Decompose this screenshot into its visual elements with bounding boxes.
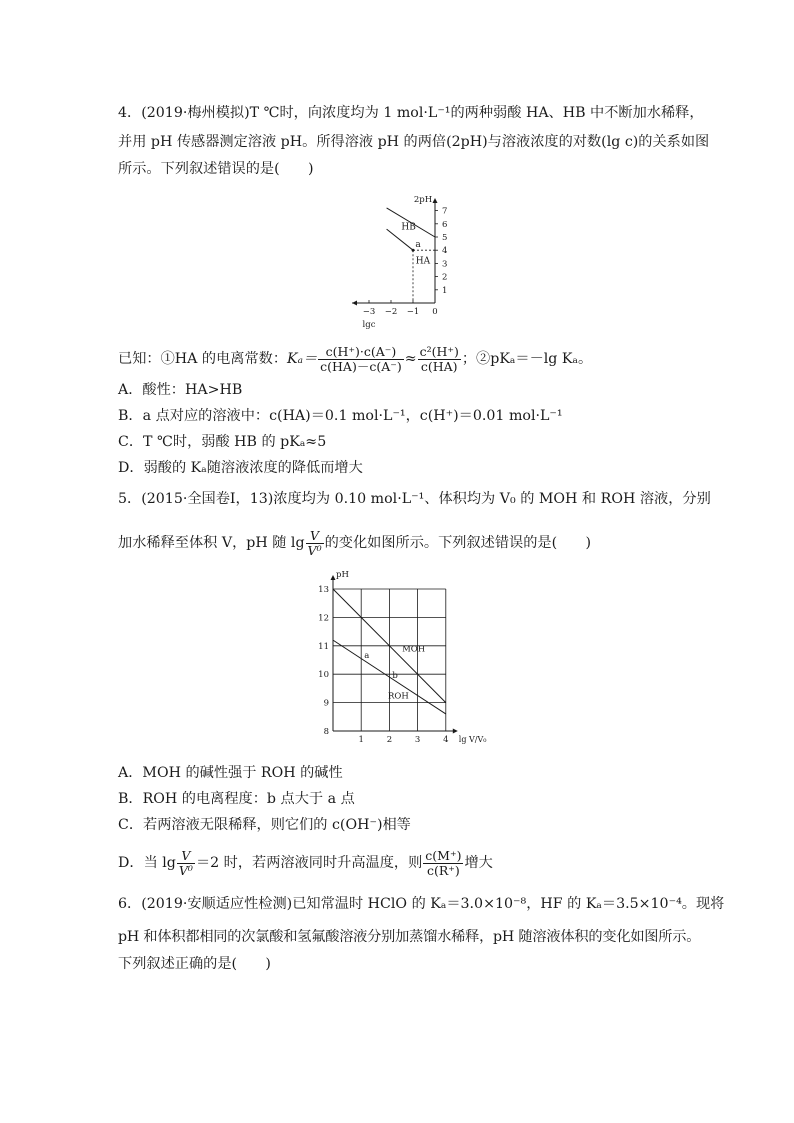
series-label-hb: HB bbox=[401, 222, 416, 233]
q5-option-a: A．MOH 的碱性强于 ROH 的碱性 bbox=[118, 765, 343, 781]
x-tick-label: 1 bbox=[358, 735, 364, 745]
q5-line2-prefix: 加水稀释至体积 V，pH 随 lg bbox=[118, 535, 305, 551]
x-tick-label: 2 bbox=[386, 735, 393, 745]
y-tick-label: 8 bbox=[323, 727, 329, 737]
y-tick-label: 13 bbox=[318, 585, 329, 595]
point-a-label: a bbox=[364, 651, 370, 662]
approx-sign: ≈ bbox=[404, 351, 417, 367]
y-tick-label: 4 bbox=[442, 246, 448, 257]
y-tick-label: 3 bbox=[442, 259, 448, 270]
y-tick-label: 7 bbox=[442, 206, 448, 217]
y-tick-label: 1 bbox=[442, 285, 448, 296]
y-tick-label: 2 bbox=[442, 272, 448, 283]
optd-suffix: 增大 bbox=[464, 855, 493, 871]
ka-fraction-2 bbox=[418, 345, 461, 374]
frac-numerator: c(M⁺) bbox=[425, 847, 462, 863]
x-tick-label: 4 bbox=[443, 735, 449, 745]
q6-line-3: 下列叙述正确的是( ) bbox=[118, 956, 271, 972]
y-axis-label: 2pH bbox=[413, 195, 433, 205]
point-a-label: a bbox=[415, 240, 421, 251]
q5-line-1: 5．(2015·全国卷Ⅰ，13)浓度均为 0.10 mol·L⁻¹、体积均为 V₀ 的 MOH 和 ROH 溶液，分别 bbox=[118, 491, 711, 507]
optd-middle: ＝2 时，若两溶液同时升高温度，则 bbox=[195, 855, 423, 871]
q4-option-c: C．T ℃时，弱酸 HB 的 pKₐ≈5 bbox=[118, 434, 327, 450]
x-axis-label: lgc bbox=[362, 320, 376, 330]
x-axis-label: lg V/V₀ bbox=[458, 735, 487, 744]
frac-denominator: c(HA)－c(A⁻) bbox=[320, 358, 402, 374]
frac-numerator: c²(H⁺) bbox=[419, 343, 459, 359]
m-over-r-fraction bbox=[423, 849, 463, 878]
frac-denominator: V⁰ bbox=[178, 862, 193, 878]
q4-option-b: B．a 点对应的溶液中：c(HA)＝0.1 mol·L⁻¹，c(H⁺)＝0.01 mol·L⁻¹ bbox=[118, 408, 563, 424]
q6-line-1: 6．(2019·安顺适应性检测)已知常温时 HClO 的 Kₐ＝3.0×10⁻⁸，HF 的 Kₐ＝3.5×10⁻⁴。现将 bbox=[118, 896, 725, 912]
y-axis-arrow bbox=[331, 575, 336, 580]
y-tick-label: 12 bbox=[318, 613, 329, 624]
x-axis-arrow bbox=[453, 729, 458, 734]
frac-numerator: V bbox=[177, 849, 195, 864]
v-over-v0-fraction bbox=[177, 849, 195, 878]
q4-line-1: 4．(2019·梅州模拟)T ℃时，向浓度均为 1 mol·L⁻¹的两种弱酸 HA、HB 中不断加水稀释， bbox=[118, 105, 704, 121]
q4-line-2: 并用 pH 传感器测定溶液 pH。所得溶液 pH 的两倍(2pH)与溶液浓度的对数(lg c)的关系如图 bbox=[118, 134, 710, 150]
q6-line-2: pH 和体积都相同的次氯酸和氢氟酸溶液分别加蒸馏水稀释，pH 随溶液体积的变化如图所示。 bbox=[118, 929, 701, 945]
ka-symbol: Kₐ＝ bbox=[287, 351, 318, 367]
frac-denominator: c(R⁺) bbox=[426, 862, 460, 878]
x-tick-label: −1 bbox=[406, 307, 420, 317]
frac-numerator: c(H⁺)·c(A⁻) bbox=[318, 345, 404, 360]
y-tick-label: 5 bbox=[442, 233, 448, 243]
series-label-moh: MOH bbox=[402, 644, 426, 655]
q5-option-b: B．ROH 的电离程度：b 点大于 a 点 bbox=[118, 791, 355, 807]
x-tick-label: −3 bbox=[362, 307, 376, 317]
q4-option-a: A．酸性：HA>HB bbox=[118, 382, 243, 398]
y-tick-label: 9 bbox=[323, 698, 329, 709]
frac-denominator: V⁰ bbox=[307, 542, 322, 558]
q4-known bbox=[118, 343, 592, 375]
chart-2ph-vs-lgc bbox=[345, 183, 475, 328]
y-tick-label: 10 bbox=[318, 670, 329, 681]
q5-option-d bbox=[118, 845, 493, 881]
x-tick-label: 0 bbox=[432, 307, 438, 317]
y-axis-arrow bbox=[433, 198, 438, 203]
known-prefix: 已知：①HA 的电离常数： bbox=[118, 351, 288, 367]
x-tick-label: 3 bbox=[414, 735, 421, 745]
v-over-v0-fraction bbox=[306, 529, 324, 558]
y-tick-label: 11 bbox=[318, 641, 329, 652]
q4-option-d: D．弱酸的 Kₐ随溶液浓度的降低而增大 bbox=[118, 460, 363, 476]
frac-denominator: c(HA) bbox=[420, 358, 458, 374]
ka-fraction-1 bbox=[318, 345, 404, 374]
q5-line-2 bbox=[118, 526, 591, 560]
point-b-label: b bbox=[392, 671, 398, 682]
q5-option-c: C．若两溶液无限稀释，则它们的 c(OH⁻)相等 bbox=[118, 817, 411, 833]
y-axis-label: pH bbox=[336, 570, 349, 580]
known-suffix: ；②pKₐ＝－lg Kₐ。 bbox=[461, 351, 593, 367]
q5-line2-suffix: 的变化如图所示。下列叙述错误的是( ) bbox=[324, 535, 592, 551]
chart-ph-vs-lgv bbox=[318, 565, 487, 755]
x-tick-label: −2 bbox=[384, 307, 398, 317]
q4-line-3: 所示。下列叙述错误的是( ) bbox=[118, 161, 314, 177]
series-label-ha: HA bbox=[415, 256, 431, 267]
x-axis-arrow bbox=[352, 301, 357, 306]
optd-prefix: D．当 lg bbox=[118, 855, 176, 871]
frac-numerator: V bbox=[306, 529, 324, 544]
y-tick-label: 6 bbox=[442, 219, 448, 230]
series-label-roh: ROH bbox=[387, 691, 409, 702]
point-a bbox=[412, 249, 415, 252]
